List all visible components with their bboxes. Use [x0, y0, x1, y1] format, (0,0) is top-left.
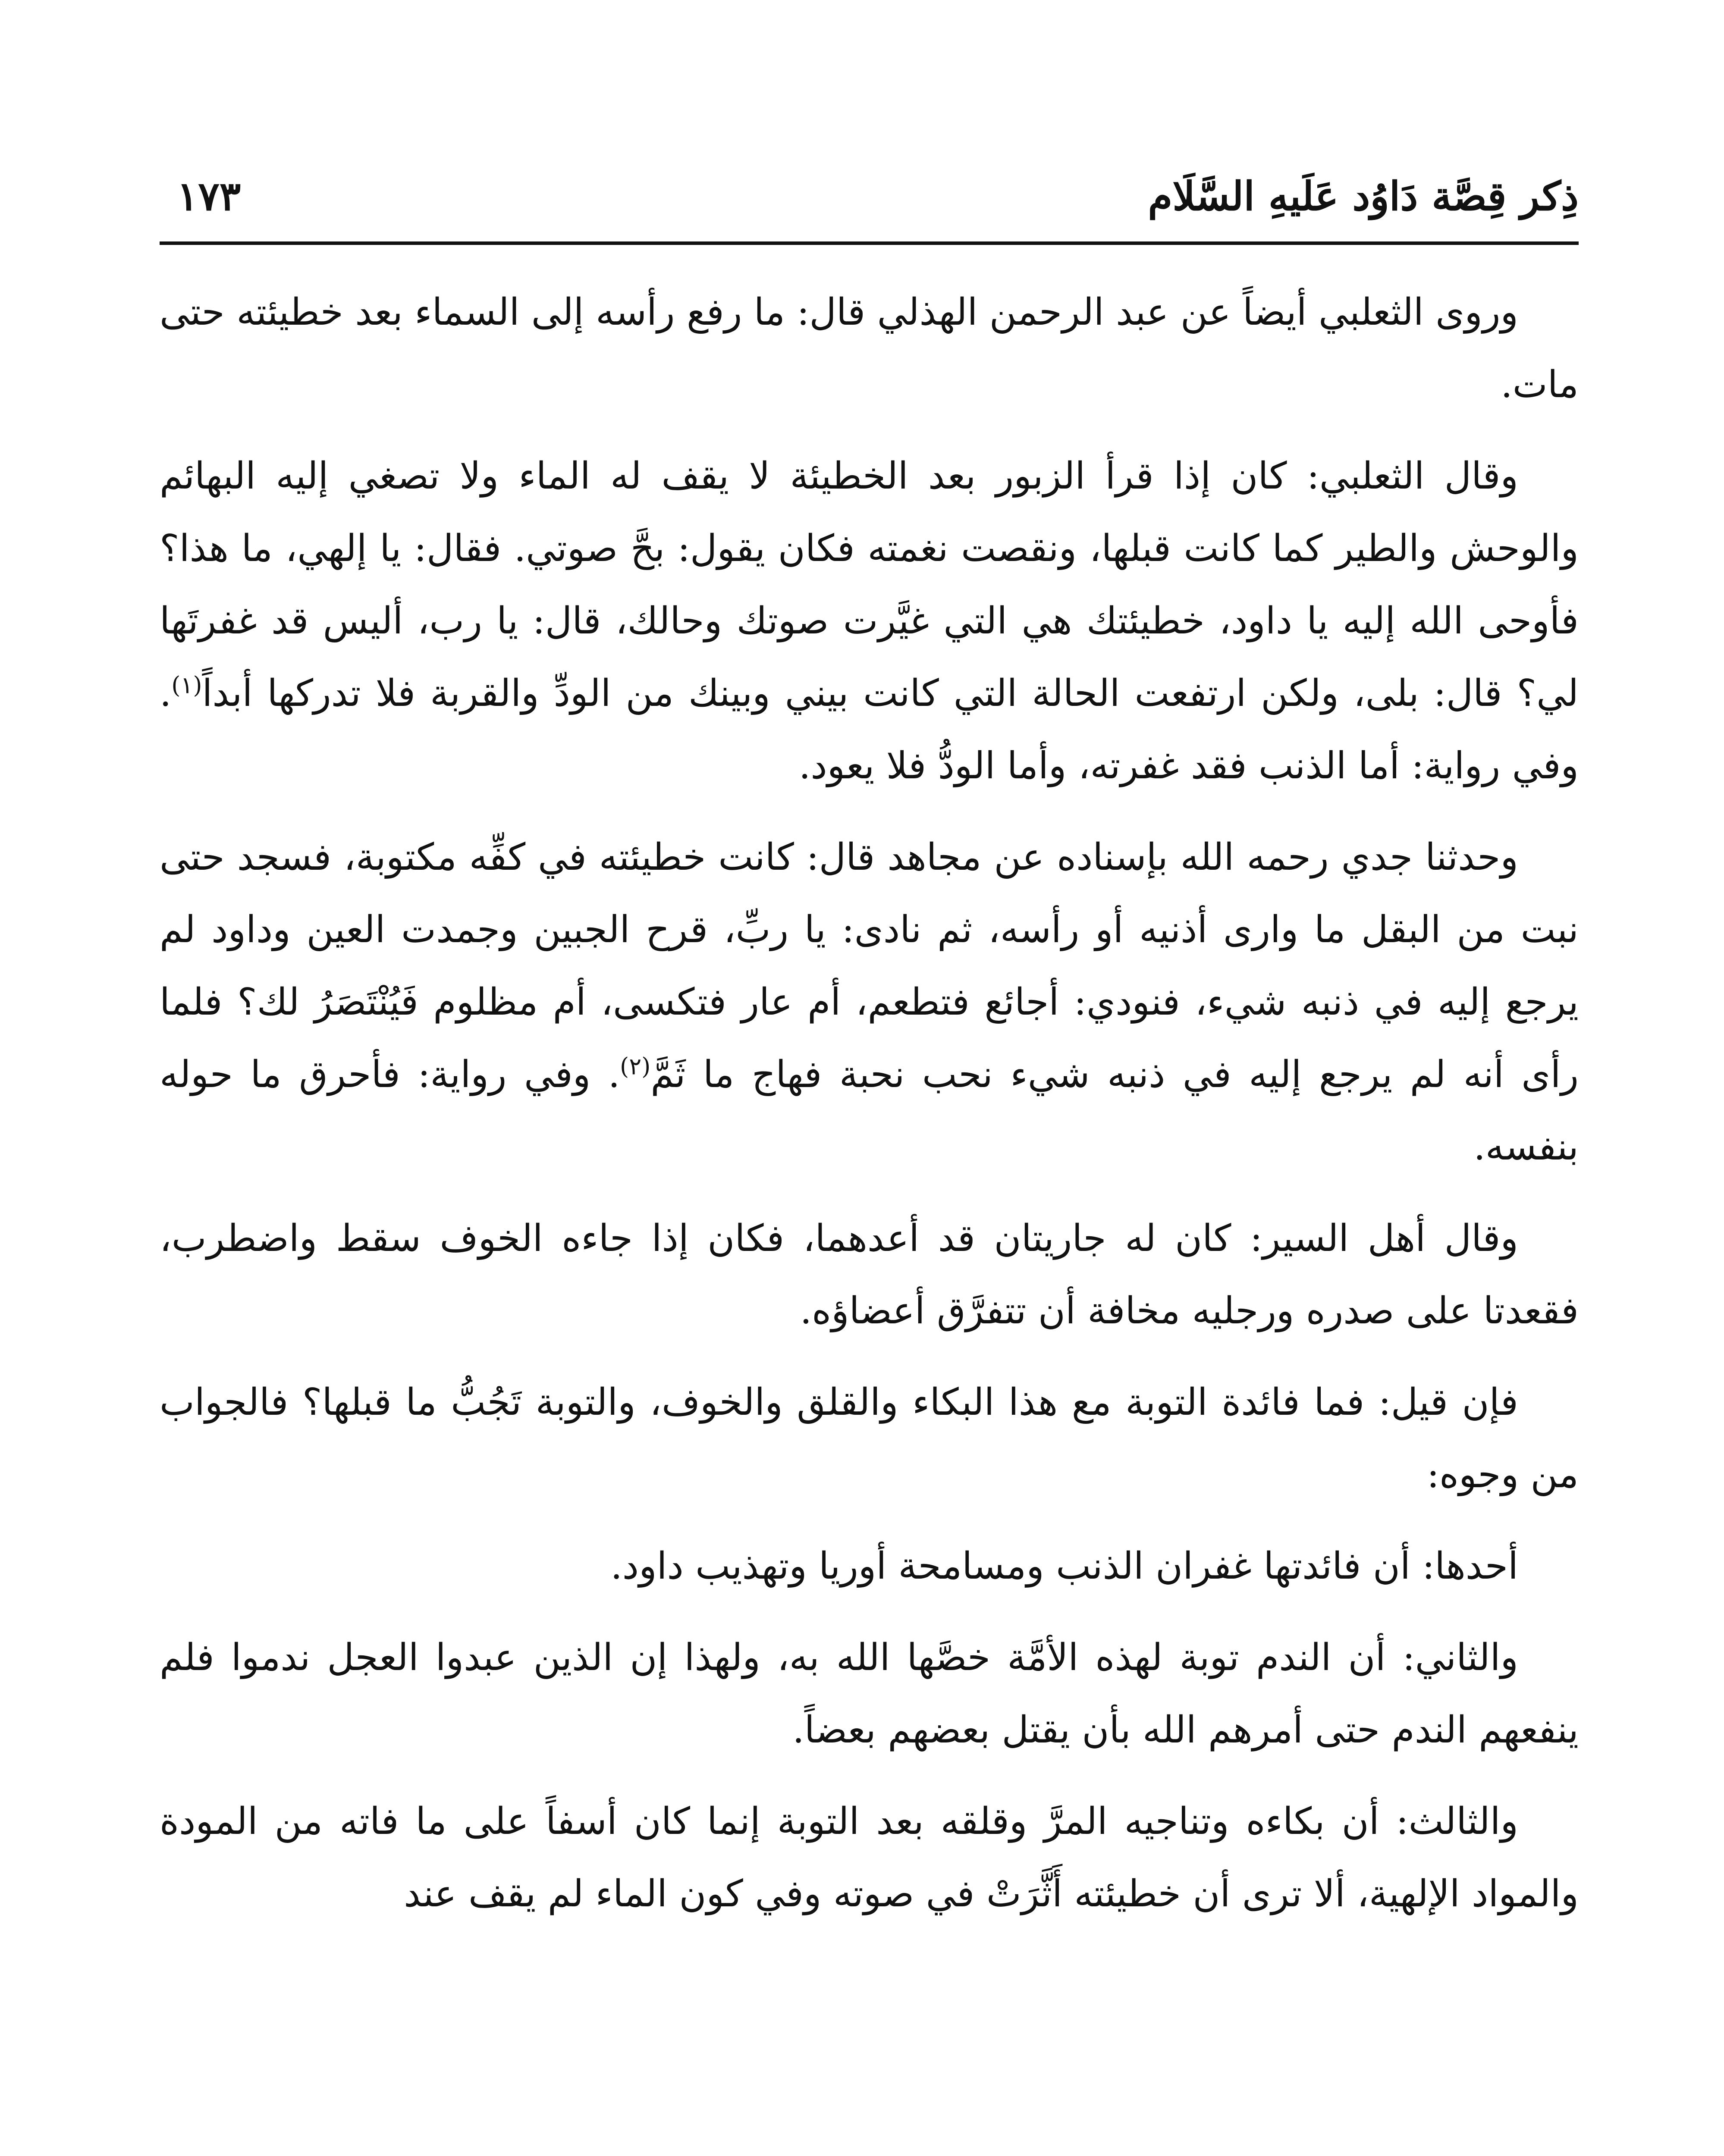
body-text [160, 276, 1579, 1949]
paragraph: وحدثنا جدي رحمه الله بإسناده عن مجاهد قال: كانت خطيئته في كفِّه مكتوبة، فسجد حتى نبت من البقل ما وارى أذنيه أو رأسه، ثم نادى: يا ربِّ، قرح الجبين وجمدت العين وداود لم يرجع إليه في ذنبه شيء، فنودي: أجائع فتطعم، أم عار فتكسى، أم مظلوم فَيُنْتَصَرُ لك؟ فلما رأى أنه لم يرجع إليه في ذنبه شيء نحب نحبة فهاج ما ثَمَّ$^{(٢)}$. وفي رواية: فأحرق ما حوله بنفسه. [160, 836, 1579, 1169]
page-header [160, 164, 1579, 229]
paragraph: وقال أهل السير: كان له جاريتان قد أعدهما، فكان إذا جاءه الخوف سقط واضطرب، فقعدتا على صدره ورجليه مخافة أن تتفرَّق أعضاؤه. [160, 1217, 1579, 1332]
running-title: ذِكر قِصَّة دَاوُد عَلَيهِ السَّلَام [1148, 173, 1579, 219]
header-rule [160, 241, 1579, 245]
book-page [160, 164, 1579, 2156]
footnote-ref: (٢) [620, 1053, 651, 1080]
paragraph: أحدها: أن فائدتها غفران الذنب ومسامحة أوريا وتهذيب داود. [610, 1545, 1518, 1588]
paragraph: وقال الثعلبي: كان إذا قرأ الزبور بعد الخطيئة لا يقف له الماء ولا تصغي إليه البهائم والوحش والطير كما كانت قبلها، ونقصت نغمته فكان يقول: بحَّ صوتي. فقال: يا إلهي، ما هذا؟ فأوحى الله إليه يا داود، خطيئتك هي التي غيَّرت صوتك وحالك، قال: يا رب، أليس قد غفرتَها لي؟ قال: بلى، ولكن ارتفعت الحالة التي كانت بيني وبينك من الودِّ والقربة فلا تدركها أبداً$^{(١)}$. وفي رواية: أما الذنب فقد غفرته، وأما الودُّ فلا يعود. [160, 454, 1579, 787]
footnote-ref: (١) [171, 671, 202, 699]
paragraph: والثالث: أن بكاءه وتناجيه المرَّ وقلقه بعد التوبة إنما كان أسفاً على ما فاته من المودة والمواد الإلهية، ألا ترى أن خطيئته أَثَّرَتْ في صوته وفي كون الماء لم يقف عند [160, 1800, 1579, 1915]
paragraph: وروى الثعلبي أيضاً عن عبد الرحمن الهذلي قال: ما رفع رأسه إلى السماء بعد خطيئته حتى مات. [160, 291, 1579, 406]
paragraph: فإن قيل: فما فائدة التوبة مع هذا البكاء والقلق والخوف، والتوبة تَجُبُّ ما قبلها؟ فالجواب من وجوه: [160, 1381, 1579, 1496]
paragraph: والثاني: أن الندم توبة لهذه الأمَّة خصَّها الله به، ولهذا إن الذين عبدوا العجل ندموا فلم ينفعهم الندم حتى أمرهم الله بأن يقتل بعضهم بعضاً. [160, 1636, 1579, 1752]
page-number: ١٧٣ [177, 173, 241, 219]
